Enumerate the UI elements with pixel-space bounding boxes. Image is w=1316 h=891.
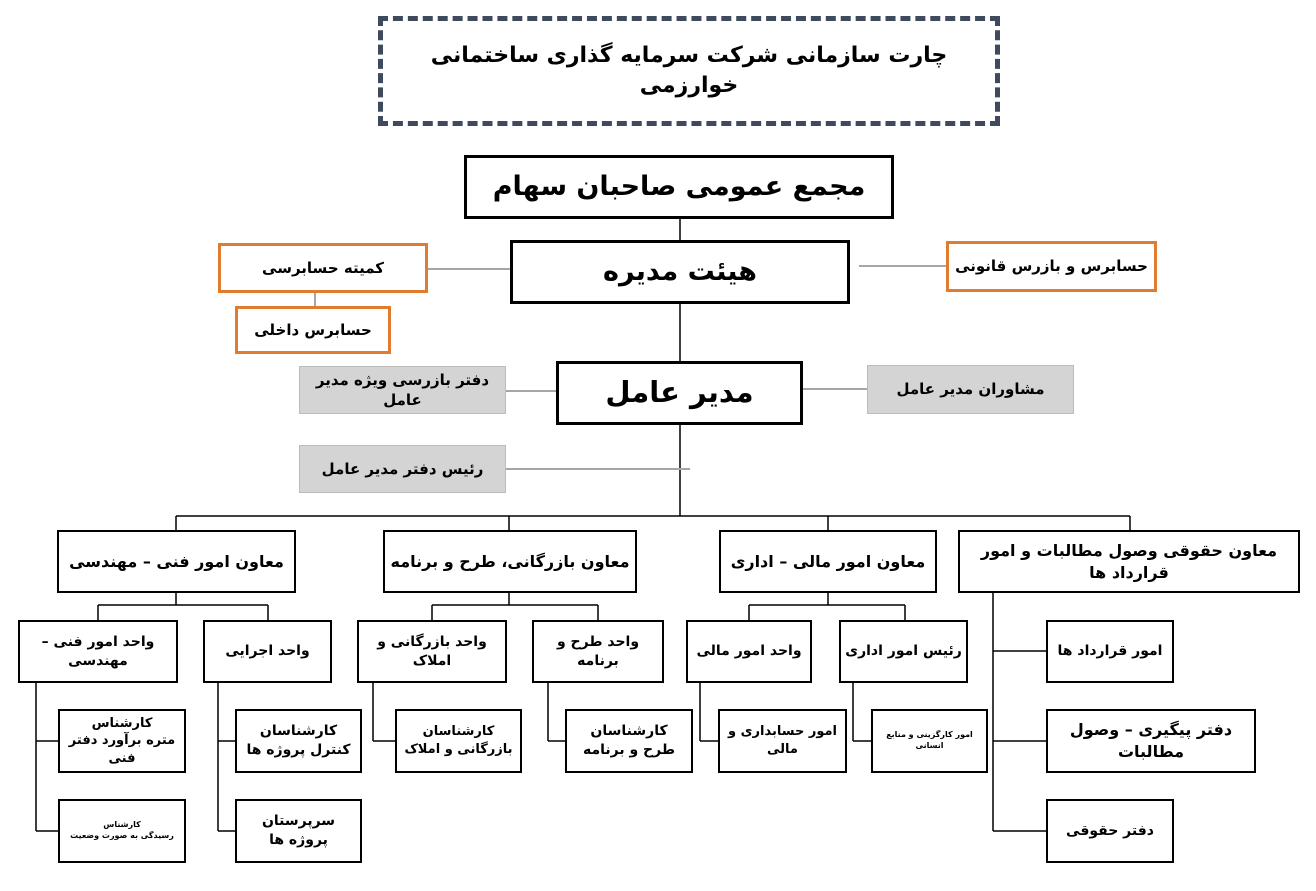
internal-auditor-box: حسابرس داخلی bbox=[235, 306, 391, 354]
deputy-technical-box: معاون امور فنی – مهندسی bbox=[57, 530, 296, 593]
staff-planning-line2: طرح و برنامه bbox=[582, 742, 676, 758]
staff-supervisors-line2: پروژه ها bbox=[269, 832, 328, 848]
shareholders-assembly-box: مجمع عمومی صاحبان سهام bbox=[464, 155, 894, 219]
deputy-finance-box: معاون امور مالی – اداری bbox=[719, 530, 937, 593]
legal-auditor-box: حسابرس و بازرس قانونی bbox=[946, 241, 1157, 292]
ceo-box: مدیر عامل bbox=[556, 361, 803, 425]
staff-supervisors-line1: سرپرستان bbox=[261, 813, 336, 830]
staff-estimator-line2: متره برآورد دفتر فنی bbox=[68, 733, 176, 766]
staff-estimator-box bbox=[58, 709, 186, 773]
audit-committee-box: کمیته حسابرسی bbox=[218, 243, 428, 293]
unit-admin-head-box: رئیس امور اداری bbox=[839, 620, 968, 683]
deputy-legal-box: معاون حقوقی وصول مطالبات و امور قرارداد ها bbox=[958, 530, 1300, 593]
staff-status-box bbox=[58, 799, 186, 863]
staff-accounting-box: امور حسابداری و مالی bbox=[718, 709, 847, 773]
staff-planning-box bbox=[565, 709, 693, 773]
unit-finance-box: واحد امور مالی bbox=[686, 620, 812, 683]
staff-planning-line1: کارشناسان bbox=[590, 723, 668, 740]
staff-control-line1: کارشناسان bbox=[259, 723, 338, 740]
unit-legal-office-box: دفتر حقوقی bbox=[1046, 799, 1174, 863]
unit-executive-box: واحد اجرایی bbox=[203, 620, 332, 683]
staff-status-line2: رسیدگی به صورت وضعیت bbox=[70, 831, 174, 840]
ceo-advisors-box: مشاوران مدیر عامل bbox=[867, 365, 1074, 414]
staff-estimator-line1: کارشناس bbox=[91, 715, 153, 731]
deputy-commercial-box: معاون بازرگانی، طرح و برنامه bbox=[383, 530, 637, 593]
staff-commercial-line2: بازرگانی و املاک bbox=[404, 742, 513, 757]
chart-title: چارت سازمانی شرکت سرمایه گذاری ساختمانی خوارزمی bbox=[378, 16, 1000, 126]
staff-control-box bbox=[235, 709, 362, 773]
unit-commercial-property-box: واحد بازرگانی و املاک bbox=[357, 620, 507, 683]
unit-follow-up-box: دفتر پیگیری – وصول مطالبات bbox=[1046, 709, 1256, 773]
staff-hr-box: امور کارگزینی و منابع انسانی bbox=[871, 709, 988, 773]
ceo-inspection-office-box: دفتر بازرسی ویژه مدیر عامل bbox=[299, 366, 506, 414]
unit-tech-engineering-box: واحد امور فنی – مهندسی bbox=[18, 620, 178, 683]
staff-control-line2: کنترل پروژه ها bbox=[246, 742, 351, 758]
staff-commercial-box bbox=[395, 709, 522, 773]
staff-commercial-line1: کارشناسان bbox=[422, 724, 495, 740]
unit-planning-box: واحد طرح و برنامه bbox=[532, 620, 664, 683]
unit-contracts-box: امور قرارداد ها bbox=[1046, 620, 1174, 683]
staff-status-line1: کارشناس bbox=[103, 820, 141, 830]
board-of-directors-box: هیئت مدیره bbox=[510, 240, 850, 304]
staff-supervisors-box bbox=[235, 799, 362, 863]
ceo-office-head-box: رئیس دفتر مدیر عامل bbox=[299, 445, 506, 493]
